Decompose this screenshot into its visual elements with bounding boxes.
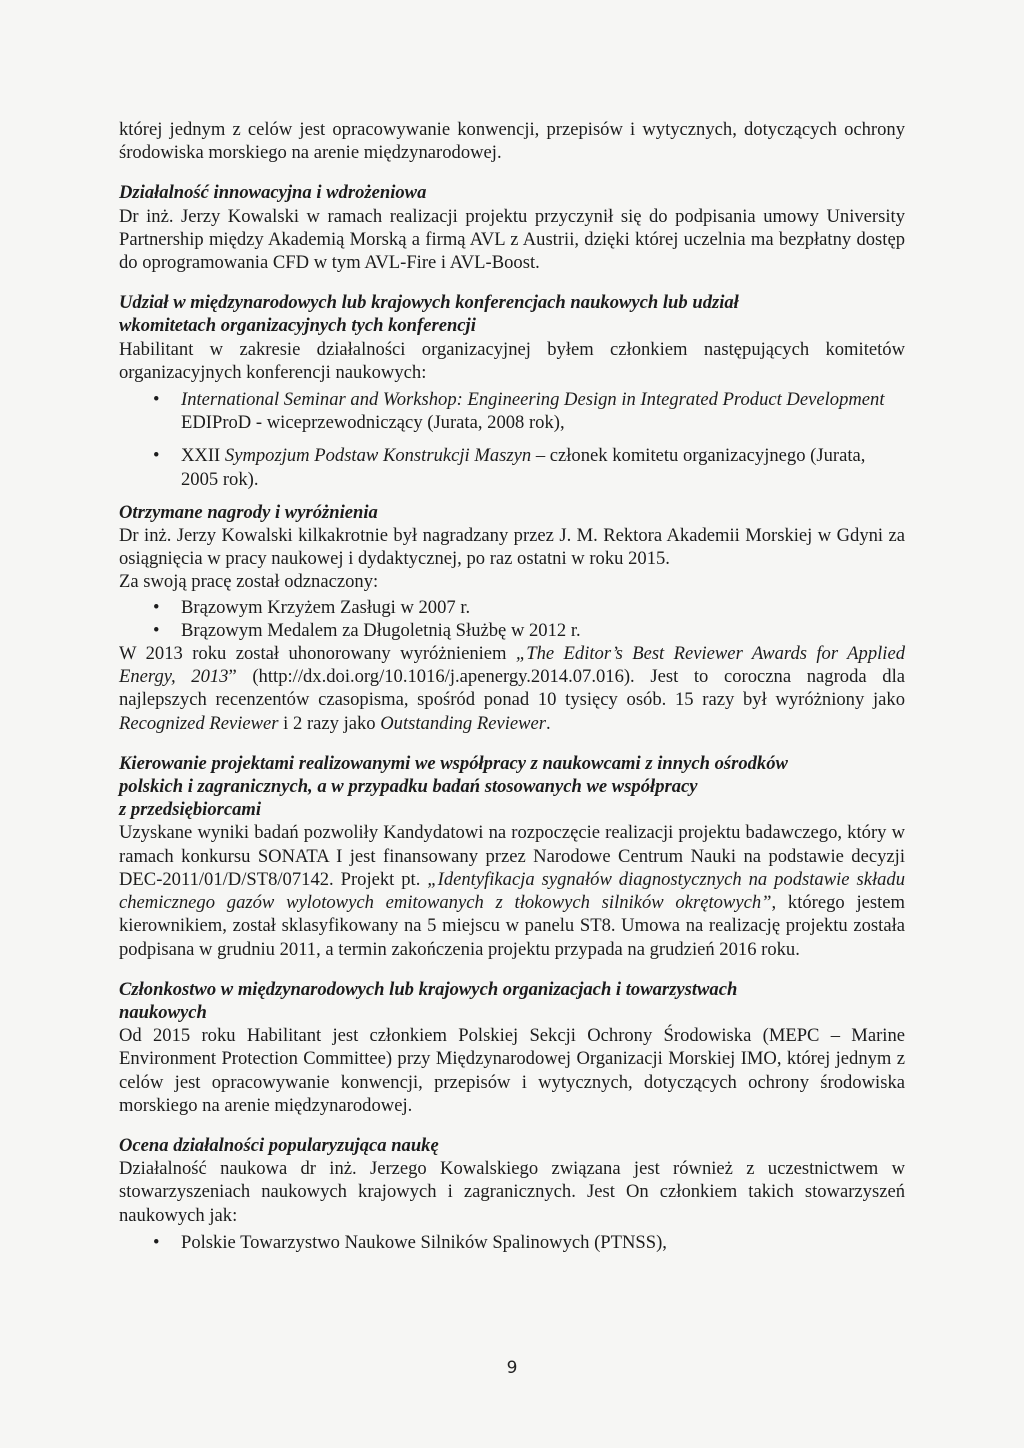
society-item: Polskie Towarzystwo Naukowe Silników Spalinowych (PTNSS), (181, 1231, 667, 1253)
heading-innovation: Działalność innowacyjna i wdrożeniowa (119, 182, 427, 204)
page-content (119, 118, 905, 1254)
section-awards (119, 501, 905, 735)
heading-membership-line2: naukowych (119, 1001, 207, 1023)
list-item (119, 388, 905, 434)
award-item: Brązowym Medalem za Długoletnią Służbę w 2012 r. (181, 619, 581, 641)
text-run: Uzyskane wyniki badań pozwoliły Kandydatowi na rozpoczęcie realizacji projektu badawczego, który w ramach konkursu SONATA I jest finansowany przez Narodowe Centrum Nauki na podstawie decyzji DEC-2011/01/D/ST8/07142. Projekt pt. (119, 822, 905, 890)
heading-conferences-line2: wkomitetach organizacyjnych tych konferencji (119, 315, 476, 337)
heading-conferences-line1: Udział w międzynarodowych lub krajowych konferencjach naukowych lub udział (119, 292, 739, 314)
paragraph-awards-2: Za swoją pracę został odznaczony: (119, 571, 379, 593)
paragraph-popularization: Działalność naukowa dr inż. Jerzego Kowalskiego związana jest również z uczestnictwem w stowarzyszeniach naukowych krajowych i zagranicznych. Jest On członkiem takich stowarzyszeń naukowych jak: (119, 1158, 905, 1226)
conference-prefix: XXII (181, 445, 225, 467)
paragraph-conferences: Habilitant w zakresie działalności organizacyjnej byłem członkiem następujących komitetów organizacyjnych konferencji naukowych: (119, 338, 905, 383)
heading-projects-line1: Kierowanie projektami realizowanymi we współpracy z naukowcami z innych ośrodków (119, 752, 788, 774)
award-title-italic: „The Editor’s Best Reviewer Awards for Applied Energy, 2013 (119, 643, 905, 688)
awards-list (119, 596, 905, 642)
text-run: i 2 razy jako (278, 712, 381, 734)
list-item (119, 444, 905, 490)
list-item (119, 596, 905, 619)
section-projects (119, 752, 905, 961)
conference-name-italic: Sympozjum Podstaw Konstrukcji Maszyn (224, 445, 532, 467)
heading-popularization: Ocena działalności popularyzująca naukę (119, 1134, 439, 1156)
section-membership (119, 978, 905, 1117)
heading-membership-line1: Członkostwo w międzynarodowych lub krajowych organizacjach i towarzystwach (119, 978, 738, 1000)
award-item: Brązowym Krzyżem Zasługi w 2007 r. (181, 596, 471, 618)
heading-projects-line2: polskich i zagranicznych, a w przypadku badań stosowanych we współpracy (119, 776, 698, 798)
project-title-italic: „Identyfikacja sygnałów diagnostycznych na podstawie składu chemicznego gazów wylotowych emitowanych z tłokowych silników okrętowych” (119, 868, 905, 914)
conference-detail: – członek komitetu organizacyjnego (Jurata, 2005 rok). (181, 445, 866, 490)
bullet-icon: • (153, 389, 160, 411)
list-item (119, 1231, 905, 1254)
reviewer-title-italic: Outstanding Reviewer (380, 712, 547, 734)
conference-detail: EDIProD - wiceprzewodniczący (Jurata, 2008 rok), (181, 412, 565, 434)
text-run: , którego jestem kierownikiem, został sklasyfikowany na 5 miejscu w panelu ST8. Umowa na realizację projektu została podpisana w grudniu 2011, a termin zakończenia projektu przypada na grudzień 2016 roku. (119, 892, 906, 960)
heading-projects-line3: z przedsiębiorcami (119, 799, 262, 821)
paragraph-awards-1: Dr inż. Jerzy Kowalski kilkakrotnie był nagradzany przez J. M. Rektora Akademii Morskiej w Gdyni za osiągnięcia w pracy naukowej i dydaktycznej, po raz ostatni w roku 2015. (119, 525, 905, 570)
paragraph-awards-3 (119, 642, 905, 735)
conference-name-italic: International Seminar and Workshop: Engineering Design in Integrated Product Development (181, 389, 885, 411)
bullet-icon: • (153, 445, 160, 467)
societies-list (119, 1231, 905, 1254)
paragraph-projects (119, 821, 905, 960)
conference-list (119, 388, 905, 491)
page-number: 9 (506, 1358, 518, 1378)
section-innovation (119, 181, 905, 274)
paragraph-membership: Od 2015 roku Habilitant jest członkiem Polskiej Sekcji Ochrony Środowiska (MEPC – Marine Environment Protection Committee) przy Międzynarodowej Organizacji Morskiej IMO, której jednym z celów jest opracowywanie konwencji, przepisów i wytycznych, dotyczących ochrony środowiska morskiego na arenie międzynarodowej. (119, 1025, 905, 1116)
section-conferences (119, 291, 905, 491)
bullet-icon: • (153, 596, 160, 618)
text-run: . (546, 712, 551, 734)
bullet-icon: • (153, 619, 160, 641)
reviewer-title-italic: Recognized Reviewer (119, 712, 279, 734)
text-run: ” (http://dx.doi.org/10.1016/j.apenergy.2014.07.016). Jest to coroczna nagroda dla najlepszych recenzentów czasopisma, spośród ponad 10 tysięcy osób. 15 razy był wyróżniony jako (119, 666, 905, 711)
text-run: W 2013 roku został uhonorowany wyróżnieniem (119, 643, 516, 665)
bullet-icon: • (153, 1231, 160, 1253)
section-popularization (119, 1134, 905, 1254)
intro-section (119, 118, 905, 164)
heading-awards: Otrzymane nagrody i wyróżnienia (119, 501, 378, 523)
intro-paragraph: której jednym z celów jest opracowywanie konwencji, przepisów i wytycznych, dotyczących ochrony środowiska morskiego na arenie międzynarodowej. (119, 119, 905, 164)
paragraph-innovation: Dr inż. Jerzy Kowalski w ramach realizacji projektu przyczynił się do podpisania umowy University Partnership między Akademią Morską a firmą AVL z Austrii, dzięki której uczelnia ma bezpłatny dostęp do oprogramowania CFD w tym AVL-Fire i AVL-Boost. (119, 205, 905, 274)
list-item (119, 619, 905, 642)
